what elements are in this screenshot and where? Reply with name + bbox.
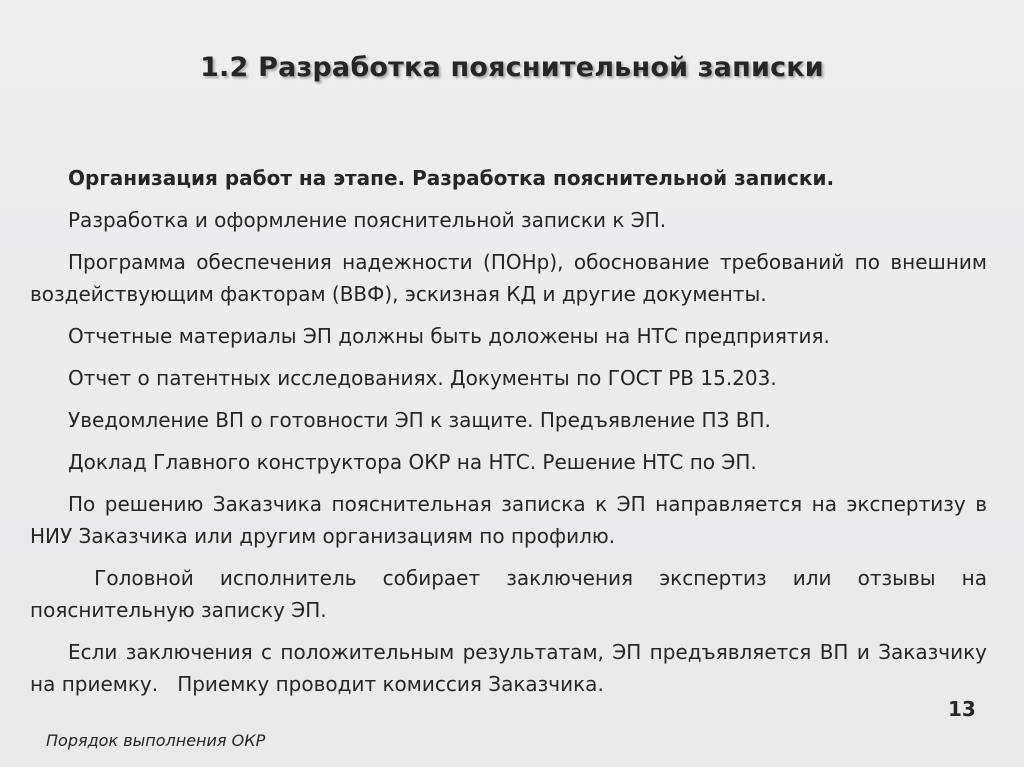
paragraph: Отчет о патентных исследованиях. Документы по ГОСТ РВ 15.203. [68,366,777,390]
slide-body [30,162,994,710]
paragraph: По решению Заказчика пояснительная записка к ЭП направляется на экспертизу в НИУ Заказчика или другим организациям по профилю. [30,492,987,548]
paragraph: Отчетные материалы ЭП должны быть доложены на НТС предприятия. [68,324,830,348]
slide-title: 1.2 Разработка пояснительной записки [200,52,824,83]
paragraph: Если заключения с положительным результатам, ЭП предъявляется ВП и Заказчику на приемку. Приемку проводит комиссия Заказчика. [30,640,994,696]
page-number: 13 [948,697,976,721]
paragraph: Программа обеспечения надежности (ПОНр), обоснование требований по внешним воздействующим факторам (ВВФ), эскизная КД и другие документы. [30,250,987,306]
paragraph: Головной исполнитель собирает заключения экспертиз или отзывы на пояснительную записку ЭП. [30,566,994,622]
footer-caption: Порядок выполнения ОКР [46,731,266,750]
paragraph-heading: Организация работ на этапе. Разработка пояснительной записки. [68,166,835,190]
paragraph: Доклад Главного конструктора ОКР на НТС. Решение НТС по ЭП. [68,450,757,474]
paragraph: Разработка и оформление пояснительной записки к ЭП. [68,208,667,232]
paragraph: Уведомление ВП о готовности ЭП к защите. Предъявление ПЗ ВП. [68,408,771,432]
